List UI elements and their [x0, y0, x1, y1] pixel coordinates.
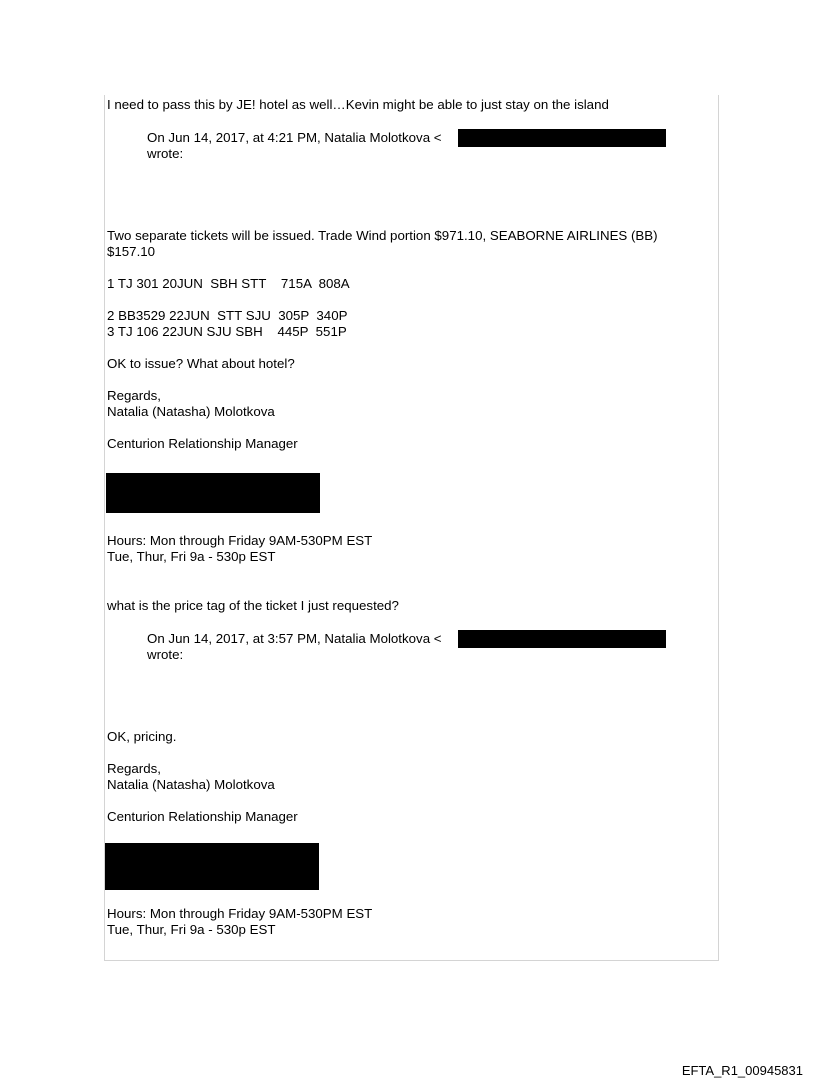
redacted-contact-block [105, 843, 319, 890]
signature-title: Centurion Relationship Manager [107, 436, 298, 451]
business-hours-line-2: Tue, Thur, Fri 9a - 530p EST [107, 922, 276, 937]
business-hours-line-1: Hours: Mon through Friday 9AM-530PM EST [107, 906, 373, 921]
signature-name: Natalia (Natasha) Molotkova [107, 404, 275, 419]
business-hours-line-1: Hours: Mon through Friday 9AM-530PM EST [107, 533, 373, 548]
signoff: Regards, [107, 388, 161, 403]
redacted-email-address [458, 129, 666, 147]
business-hours-line-2: Tue, Thur, Fri 9a - 530p EST [107, 549, 276, 564]
quote-header-wrote: wrote: [147, 146, 184, 161]
quote-header-prefix: On Jun 14, 2017, at 4:21 PM, Natalia Molotkova < [147, 130, 442, 145]
reply-message-jeff-hotel: I need to pass this by JE! hotel as well…Kevin might be able to just stay on the island [107, 97, 609, 112]
itinerary-segment-1: 1 TJ 301 20JUN SBH STT 715A 808A [107, 276, 350, 291]
ticket-pricing-line: Two separate tickets will be issued. Trade Wind portion $971.10, SEABORNE AIRLINES (BB) [107, 228, 658, 243]
redacted-contact-block [106, 473, 320, 513]
document-id: EFTA_R1_00945831 [681, 1063, 803, 1078]
quote-header-prefix: On Jun 14, 2017, at 3:57 PM, Natalia Molotkova < [147, 631, 442, 646]
price-tag-question: what is the price tag of the ticket I just requested? [107, 598, 399, 613]
signature-title: Centurion Relationship Manager [107, 809, 298, 824]
pricing-reply: OK, pricing. [107, 729, 177, 744]
email-body-frame [104, 95, 719, 961]
itinerary-segment-3: 3 TJ 106 22JUN SJU SBH 445P 551P [107, 324, 347, 339]
quote-header-wrote: wrote: [147, 647, 184, 662]
issue-question: OK to issue? What about hotel? [107, 356, 295, 371]
redacted-email-address [458, 630, 666, 648]
ticket-pricing-line-cont: $157.10 [107, 244, 156, 259]
signoff: Regards, [107, 761, 161, 776]
itinerary-segment-2: 2 BB3529 22JUN STT SJU 305P 340P [107, 308, 348, 323]
signature-name: Natalia (Natasha) Molotkova [107, 777, 275, 792]
